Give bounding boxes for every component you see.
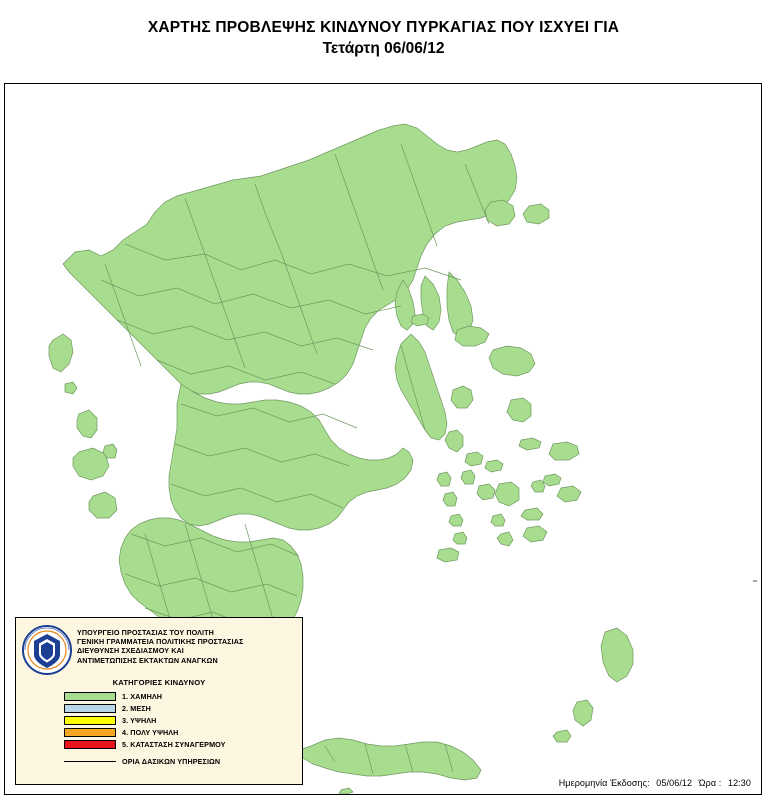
legend-item-alert <box>64 739 302 750</box>
swatch-low <box>64 692 116 701</box>
page-title <box>0 18 767 60</box>
organization-line-4: ΑΝΤΙΜΕΤΩΠΙΣΗΣ ΕΚΤΑΚΤΩΝ ΑΝΑΓΚΩΝ <box>77 655 218 665</box>
legend-label-high: 3. ΥΨΗΛΗ <box>122 716 157 725</box>
issue-time-value: 12:30 <box>727 778 751 788</box>
organization-line-2: ΓΕΝΙΚΗ ΓΡΑΜΜΑΤΕΙΑ ΠΟΛΙΤΙΚΗΣ ΠΡΟΣΤΑΣΙΑΣ <box>77 637 244 647</box>
civil-protection-emblem <box>21 624 73 676</box>
legend-item-low <box>64 691 302 702</box>
legend-item-high <box>64 715 302 726</box>
issue-date-label: Ημερομηνία Έκδοσης: <box>558 778 650 788</box>
legend-item-medium <box>64 703 302 714</box>
risk-categories-title: ΚΑΤΗΓΟΡΙΕΣ ΚΙΝΔΥΝΟΥ <box>112 678 206 687</box>
legend-label-alert: 5. ΚΑΤΑΣΤΑΣΗ ΣΥΝΑΓΕΡΜΟΥ <box>122 740 226 749</box>
swatch-medium <box>64 704 116 713</box>
swatch-alert <box>64 740 116 749</box>
legend-label-low: 1. ΧΑΜΗΛΗ <box>122 692 163 701</box>
organization-text <box>73 624 243 665</box>
legend-item-forest-boundary <box>16 757 302 766</box>
issue-info <box>555 778 751 788</box>
issue-date-value: 05/06/12 <box>656 778 693 788</box>
legend-label-very-high: 4. ΠΟΛΥ ΥΨΗΛΗ <box>122 728 179 737</box>
legend-header <box>16 618 302 676</box>
title-line-1: ΧΑΡΤΗΣ ΠΡΟΒΛΕΨΗΣ ΚΙΝΔΥΝΟΥ ΠΥΡΚΑΓΙΑΣ ΠΟΥ ΙΣΧΥΕΙ ΓΙΑ <box>147 19 620 36</box>
organization-line-1: ΥΠΟΥΡΓΕΙΟ ΠΡΟΣΤΑΣΙΑΣ ΤΟΥ ΠΟΛΙΤΗ <box>77 628 214 637</box>
issue-time-label: Ώρα : <box>698 778 722 788</box>
forest-boundary-line <box>64 761 116 762</box>
swatch-high <box>64 716 116 725</box>
legend-label-medium: 2. ΜΕΣΗ <box>122 704 151 713</box>
title-line-2: Τετάρτη 06/06/12 <box>322 40 445 57</box>
swatch-very-high <box>64 728 116 737</box>
forest-boundary-label: ΟΡΙΑ ΔΑΣΙΚΩΝ ΥΠΗΡΕΣΙΩΝ <box>122 757 221 766</box>
legend-box <box>15 617 303 785</box>
risk-legend-list <box>16 691 302 750</box>
legend-item-very-high <box>64 727 302 738</box>
organization-line-3: ΔΙΕΥΘΥΝΣΗ ΣΧΕΔΙΑΣΜΟΥ ΚΑΙ <box>77 646 184 656</box>
map-frame <box>4 83 762 795</box>
